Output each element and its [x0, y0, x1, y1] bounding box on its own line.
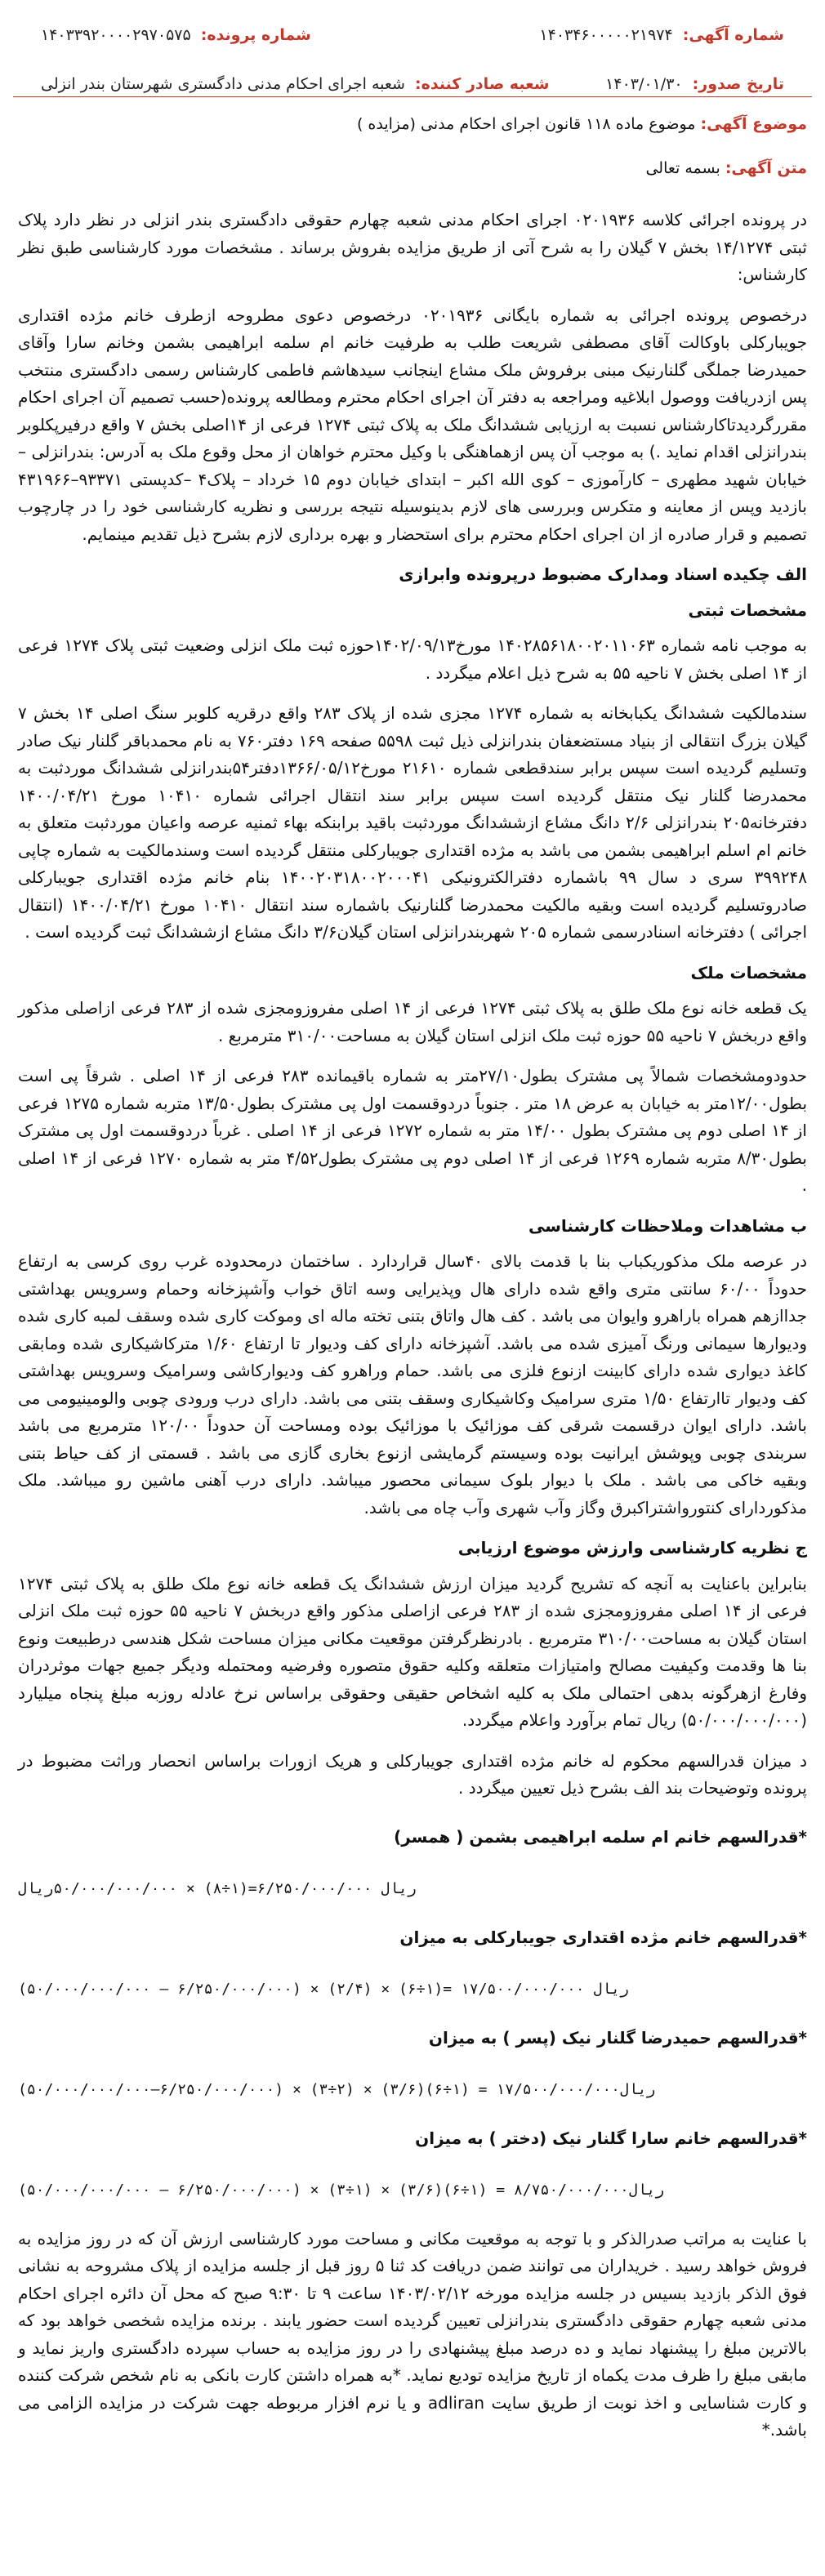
subject-text: موضوع ماده ۱۱۸ قانون اجرای احکام مدنی (مزایده ): [356, 115, 696, 133]
heir-share-heading-2: *قدرالسهم خانم مژده اقتداری جویبارکلی به میزان: [399, 1927, 807, 1947]
section-a-subtitle: مشخصات ثبتی: [688, 599, 807, 620]
issue-date: ۱۴۰۳/۰۱/۳۰: [605, 75, 683, 93]
issue-date-row: [605, 74, 784, 95]
heir-share-calc-3: ریال۱۷/۵۰۰/۰۰۰/۰۰۰ = (۱÷۶)(۳/۶) × (۲÷۳) × (۶/۲۵۰/۰۰۰/۰۰۰–۵۰/۰۰۰/۰۰۰/۰۰۰): [18, 2081, 656, 2098]
ad-text-intro: [18, 157, 807, 180]
heir-share-calc-1: ریال ۶/۲۵۰/۰۰۰/۰۰۰=(۱÷۸) × ۵۰/۰۰۰/۰۰۰/۰۰۰ریال: [18, 1880, 417, 1897]
heir-share-calc-2: ریال ۱۷/۵۰۰/۰۰۰/۰۰۰ =(۱÷۶) × (۲/۴) × (۶/۲۵۰/۰۰۰/۰۰۰ – ۵۰/۰۰۰/۰۰۰/۰۰۰): [18, 1981, 629, 1998]
intro-text: بسمه تعالی: [645, 159, 720, 177]
section-a-title: الف چکیده اسناد ومدارک مضبوط درپرونده وابرازی: [399, 564, 807, 584]
section-c-paragraph: بنابراین باعنایت به آنچه که تشریح گردید میزان ارزش ششدانگ یک قطعه خانه نوع ملک طلق به پلاک ثبتی ۱۲۷۴ فرعی از ۱۴ اصلی مفروزومجزی شده از ۲۸۳ فرعی ازاصلی مذکور واقع دربخش ۷ ناحیه ۵۵ حوزه ثبت ملک انزلی استان گیلان به مساحت۳۱۰/۰۰ مترمربع . بادرنظرگرفتن موقعیت مکانی میزان مساحت شکل هندسی درطبیعت ونوع بنا ها وقدمت وکیفیت مصالح وامتیازات متعلقه وکلیه حقوق متصوره وفرضیه ومحتمله ودیگر جمیع جهات موثردران وفارغ ازهرگونه بدهی احتمالی ملک به کلیه اشخاص حقیقی وحقوقی براساس نرخ عادله روزبه مبلغ پنجاه میلیارد (۵۰/۰۰۰/۰۰۰/۰۰۰) ریال تمام برآورد واعلام میگردد.: [18, 1573, 807, 1730]
issuing-branch-label: شعبه صادر کننده:: [415, 75, 550, 93]
paragraph-intro: در پرونده اجرائی کلاسه ۰۲۰۱۹۳۶ اجرای احکام مدنی شعبه چهارم حقوقی دادگستری بندر انزلی در نظر دارد پلاک ثبتی ۱۴/۱۲۷۴ بخش ۷ گیلان را به شرح آتی از طریق مزایده بفروش برساند . مشخصات مورد کارشناسی طبق نظر کارشناس:: [18, 210, 807, 284]
file-number-label: شماره پرونده:: [200, 26, 311, 44]
ad-number-row: [539, 25, 784, 46]
file-number: ۱۴۰۳۳۹۲۰۰۰۰۲۹۷۰۵۷۵: [41, 26, 191, 44]
text-label: متن آگهی:: [725, 159, 807, 177]
ad-body: [18, 207, 807, 2458]
heir-share-heading-3: *قدرالسهم حمیدرضا گلنار نیک (پسر ) به میزان: [428, 2027, 807, 2048]
section-a-paragraph-4: حدودومشخصات شمالاً پی مشترک بطول۲۷/۱۰متر به شماره باقیمانده ۲۸۳ فرعی از ۱۴ اصلی . شرقاً پی است بطول۱۲/۰۰متر به خیابان به عرض ۱۸ متر . جنوباً دردوقسمت اول پی مشترک بطول۱۳/۵۰ متربه شماره ۱۲۷۵ فرعی از ۱۴ اصلی دوم پی مشترک بطول ۱۴/۰۰ متر به شماره ۱۲۷۲ فرعی از ۱۴ اصلی . غرباً دردوقسمت اول پی مشترک بطول۸/۳۰ متربه شماره ۱۲۶۹ فرعی از ۱۴ اصلی دوم پی مشترک بطول۴/۵۲ متر به شماره ۱۲۷۰ فرعی از ۱۴ اصلی .: [18, 1066, 808, 1195]
heir-share-calc-4: ریال۸/۷۵۰/۰۰۰/۰۰۰ = (۱÷۶)(۳/۶) × (۱÷۳) × (۶/۲۵۰/۰۰۰/۰۰۰ – ۵۰/۰۰۰/۰۰۰/۰۰۰): [18, 2182, 665, 2199]
issuing-branch-row: [41, 74, 549, 95]
section-a-subtitle-2: مشخصات ملک: [690, 962, 807, 983]
file-number-row: [41, 25, 311, 46]
ad-number-label: شماره آگهی:: [682, 26, 784, 44]
heir-share-heading-1: *قدرالسهم خانم ام سلمه ابراهیمی بشمن ( همسر): [394, 1826, 807, 1847]
ad-number: ۱۴۰۳۴۶۰۰۰۰۰۲۱۹۷۴: [539, 26, 673, 44]
section-d-paragraph: د میزان قدرالسهم محکوم له خانم مژده اقتداری جویبارکلی و هریک ازورات براساس انحصار وراثت مضبوط در پرونده وتوضیحات بند الف بشرح ذیل تعیین میگردد .: [18, 1750, 807, 1798]
section-b-paragraph: در عرصه ملک مذکوریکباب بنا با قدمت بالای ۴۰سال قراردارد . ساختمان درمحدوده غرب روی کرسی به ارتفاع حدوداً ۶۰/۰۰ سانتی متری واقع شده دارای هال وپذیرایی وسه اتاق خواب وآشپزخانه وحمام وسرویس بهداشتی جداازهم همراه باراهرو وایوان می باشد . کف هال واتاق بتنی تخته ماله ای وموکت کاری شده وسقف لمبه کاری شده ودیوارها سیمانی ورنگ آمیزی شده می باشد. آشپزخانه دارای کف ودیوار تا ارتفاع ۱/۶۰ مترکاشیکاری شده ومابقی کاغذ دیواری شده دارای کابینت ازنوع فلزی می باشد. حمام وراهرو کف ودیوارکاشی وسرامیک وسرویس بهداشتی کف ودیوار تاارتفاع ۱/۵۰ متری سرامیک وکاشیکاری وسقف بتنی می باشد. دارای درب ورودی چوبی والومینیومی می باشد. دارای ایوان درقسمت شرقی کف موزائیک با موزائیک بوده ومساحت آن حدوداً ۱۲۰/۰۰ مترمربع می باشد سربندی چوبی وپوشش ایرانیت بوده وسیستم گرمایشی ازنوع بخاری گازی می باشد . قسمتی از کف حیاط بتنی وبقیه خاکی می باشد . ملک با دیوار بلوک سیمانی محصور میباشد. دارای درب آهنی ماشین رو میباشد. ملک مذکوردارای کنتورواشتراکبرق وگاز وآب شهری وآب چاه می باشد.: [18, 1251, 808, 1518]
heir-share-heading-4: *قدرالسهم خانم سارا گلنار نیک (دختر ) به میزان: [415, 2128, 807, 2148]
section-a-paragraph-3: یک قطعه خانه نوع ملک طلق به پلاک ثبتی ۱۲۷۴ فرعی از ۱۴ اصلی مفروزومجزی شده از ۲۸۳ فرعی ازاصلی مذکور واقع دربخش ۷ ناحیه ۵۵ حوزه ثبت ملک انزلی استان گیلان به مساحت۳۱۰/۰۰ مترمربع .: [18, 998, 807, 1045]
issuing-branch: شعبه اجرای احکام مدنی دادگستری شهرستان بندر انزلی: [41, 75, 405, 93]
document-header: [41, 25, 784, 114]
section-b-title: ب مشاهدات وملاحظات کارشناسی: [528, 1215, 807, 1236]
ad-subject: [18, 113, 807, 136]
subject-label: موضوع آگهی:: [700, 115, 807, 133]
header-divider: [13, 96, 812, 97]
issue-date-label: تاریخ صدور:: [692, 75, 784, 93]
section-a-paragraph-1: به موجب نامه شماره ۱۴۰۲۸۵۶۱۸۰۰۲۰۱۱۰۶۳ مورخ۱۴۰۲/۰۹/۱۳حوزه ثبت ملک انزلی وضعیت ثبتی پلاک ۱۲۷۴ فرعی از ۱۴ اصلی بخش ۷ ناحیه ۵۵ به شرح ذیل اعلام میگردد .: [18, 635, 807, 683]
section-a-paragraph-2: سندمالکیت ششدانگ یکبابخانه به شماره ۱۲۷۴ مجزی شده از پلاک ۲۸۳ واقع درقریه کلوبر سنگ اصلی ۱۴ بخش ۷ گیلان بزرگ انتقالی از بنیاد مستضعفان بندرانزلی ذیل ثبت ۵۵۹۸ صفحه ۱۶۹ دفتر۷۶۰ به نام محمدباقر گلنار نیک صادر وتسلیم گردیده است سپس برابر سندقطعی شماره ۲۱۶۱۰ مورخ۱۳۶۶/۰۵/۱۲دفتر۵۴بندرانزلی ششدانگ موردثبت به محمدرضا گلنار نیک منتقل گردیده است سپس برابر سند انتقال اجرائی شماره ۱۰۴۱۰ مورخ ۱۴۰۰/۰۴/۲۱ دفترخانه۲۰۵ بندرانزلی ۲/۶ دانگ مشاع ازششدانگ موردثبت باقید برابنکه بهاء ثمنیه عرصه واعیان موردثبت متعلق به خانم ام اسلم ابراهیمی بشمن می باشد به مژده اقتداری جویبارکلی منتقل گردیده است وسندمالکیت به شماره چاپی ۳۹۹۲۴۸ سری د سال ۹۹ باشماره دفترالکترونیکی ۱۴۰۰۲۰۳۱۸۰۰۲۰۰۰۴۱ بنام خانم مژده اقتداری جویبارکلی صادروتسلیم گردیده است وبقیه مالکیت محمدرضا گلنارنیک باشماره سند انتقال ۱۰۴۱۰ مورخ ۱۴۰۰/۰۴/۲۱ (انتقال اجرائی ) دفترخانه اسنادرسمی شماره ۲۰۵ شهربندرانزلی استان گیلان۳/۶ دانگ مشاع ازششدانگ ثبت گردیده است .: [18, 703, 808, 942]
section-c-title: ج نظریه کارشناسی وارزش موضوع ارزیابی: [457, 1538, 807, 1558]
auction-final-paragraph: با عنایت به مراتب صدرالذکر و با توجه به موقعیت مکانی و مساحت مورد کارشناسی ارزش آن که در روز مزایده به فروش خواهد رسید . خریداران می توانند ضمن دریافت کد ثنا ۵ روز قبل از جلسه مزایده از پلاک مشروحه به نشانی فوق الذکر بازدید بسیس در جلسه مزایده مورخه ۱۴۰۳/۰۲/۱۲ ساعت ۹ تا ۹:۳۰ صبح که محل آن دائره اجرای احکام مدنی شعبه چهارم حقوقی دادگستری بندرانزلی تعیین گردیده است حضور یابند . برنده مزایده شخصی خواهد بود که بالاترین مبلغ را پیشنهاد نماید و ده درصد مبلغ پیشنهادی را در روز مزایده به حساب سپرده دادگستری واریز نماید و مابقی مبلغ را ظرف مدت یکماه از تاریخ مزایده تودیع نماید. *به همراه داشتن کارت بانکی به نام شخص شرکت کننده و کارت شناسایی و اخذ نوبت از طریق سایت adliran و یا نرم افزار مربوطه جهت شرکت در مزایده الزامی می باشد.*: [18, 2228, 808, 2440]
paragraph-expert-report: درخصوص پرونده اجرائی به شماره بایگانی ۰۲۰۱۹۳۶ درخصوص دعوی مطروحه ازطرف خانم مژده اقتداری جویبارکلی باوکالت آقای مصطفی شریعت طلب به طرفیت خانم ام سلمه ابراهیمی بشمن وخانم سارا وآقای حمیدرضا جملگی گلنارنیک مبنی برفروش ملک مشاع اینجانب سیدهاشم فاطمی کارشناس رسمی دادگستری منتخب پس ازدریافت ووصول ابلاغیه ومراجعه به دفتر آن اجرای احکام محترم ومطالعه پرونده(حسب تصمیم آن اجرای احکام مقررگردیدتاکارشناس نسبت به ارزیابی ششدانگ ملک به پلاک ثبتی ۱۲۷۴ فرعی از ۱۴اصلی بخش ۷ واقع درفیرپکلوبر بندرانزلی اقدام نماید .) به موجب آن پس ازهماهنگی با وکیل محترم خواهان از محل وقوع ملک به آدرس: بندرانزلی – خیابان شهید مطهری – کارآموزی – کوی الله اکبر – ابتدای خیابان دوم ۱۵ خرداد – پلاک۴ –کدپستی ۹۳۳۷۱–۴۳۱۹۶۶ بازدید وپس از معاینه و متکرس وبررسی های لازم بدینوسیله نتیجه بررسی و نظریه کارشناسی خود را در چارچوب تصمیم و قرار صادره از ان اجرای احکام محترم برای استحضار و بهره برداری لازم بشرح ذیل تقدیم مینمایم.: [18, 305, 808, 544]
